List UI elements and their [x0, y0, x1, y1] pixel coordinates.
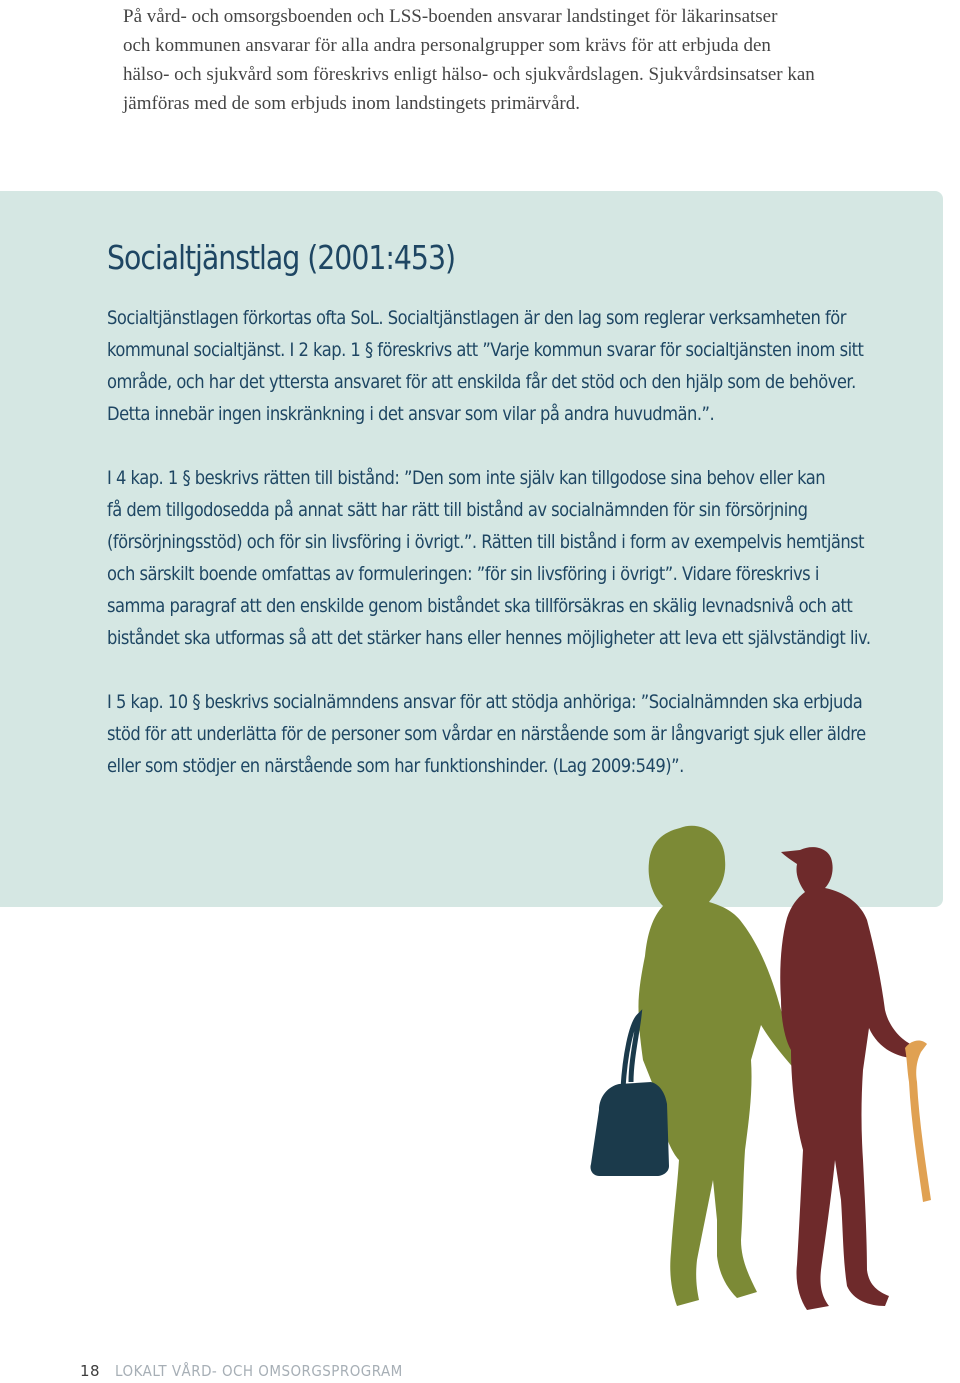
text-line: få dem tillgodosedda på annat sätt har rätt till bistånd av socialnämnden för sin försörjning: [107, 499, 808, 521]
factbox-paragraph: [107, 462, 937, 654]
intro-text: [123, 2, 953, 118]
text-line: Socialtjänstlagen förkortas ofta SoL. Socialtjänstlagen är den lag som reglerar verksamheten för: [107, 307, 846, 329]
intro-line: och kommunen ansvarar för alla andra personalgrupper som krävs för att erbjuda den: [123, 35, 771, 56]
intro-paragraph: [123, 2, 953, 118]
text-line: samma paragraf att den enskilde genom biståndet ska tillförsäkras en skälig levnadsnivå och att: [107, 595, 853, 617]
intro-line: hälso- och sjukvård som föreskrivs enligt hälso- och sjukvårdslagen. Sjukvårdsinsatser kan: [123, 64, 815, 85]
text-line: biståndet ska utformas så att det stärker hans eller hennes möjligheter att leva ett självständigt liv.: [107, 627, 871, 649]
factbox-title: Socialtjänstlag (2001:453): [107, 238, 456, 277]
intro-line: jämföras med de som erbjuds inom landstingets primärvård.: [123, 93, 580, 114]
man-silhouette: [780, 847, 915, 1310]
walking-cane-icon: [905, 1041, 931, 1202]
text-line: kommunal socialtjänst. I 2 kap. 1 § föreskrivs att ”Varje kommun svarar för socialtjänsten inom sitt: [107, 339, 864, 361]
factbox-body: [107, 302, 937, 814]
intro-line: På vård- och omsorgsboenden och LSS-boenden ansvarar landstinget för läkarinsatser: [123, 6, 778, 27]
page-footer: [80, 1362, 435, 1380]
publication-title: LOKALT VÅRD- OCH OMSORGSPROGRAM: [115, 1362, 404, 1380]
text-line: (försörjningsstöd) och för sin livsföring i övrigt.”. Rätten till bistånd i form av exempelvis hemtjänst: [107, 531, 865, 553]
text-line: stöd för att underlätta för de personer som vårdar en närstående som är långvarigt sjuk eller äldre: [107, 723, 866, 745]
factbox-paragraph: [107, 302, 937, 430]
text-line: och särskilt boende omfattas av formuleringen: ”för sin livsföring i övrigt”. Vidare föreskrivs i: [107, 563, 819, 585]
text-line: Detta innebär ingen inskränkning i det ansvar som vilar på andra huvudmän.”.: [107, 403, 715, 425]
text-line: område, och har det yttersta ansvaret för att enskilda får det stöd och den hjälp som de behöver.: [107, 371, 856, 393]
elderly-couple-walking-icon: [585, 820, 945, 1320]
page-number: 18: [80, 1362, 101, 1380]
text-line: eller som stödjer en närstående som har funktionshinder. (Lag 2009:549)”.: [107, 755, 684, 777]
factbox-paragraph: [107, 686, 937, 782]
text-line: I 5 kap. 10 § beskrivs socialnämndens ansvar för att stödja anhöriga: ”Socialnämnden ska erbjuda: [107, 691, 863, 713]
text-line: I 4 kap. 1 § beskrivs rätten till bistånd: ”Den som inte själv kan tillgodose sina behov eller kan: [107, 467, 826, 489]
